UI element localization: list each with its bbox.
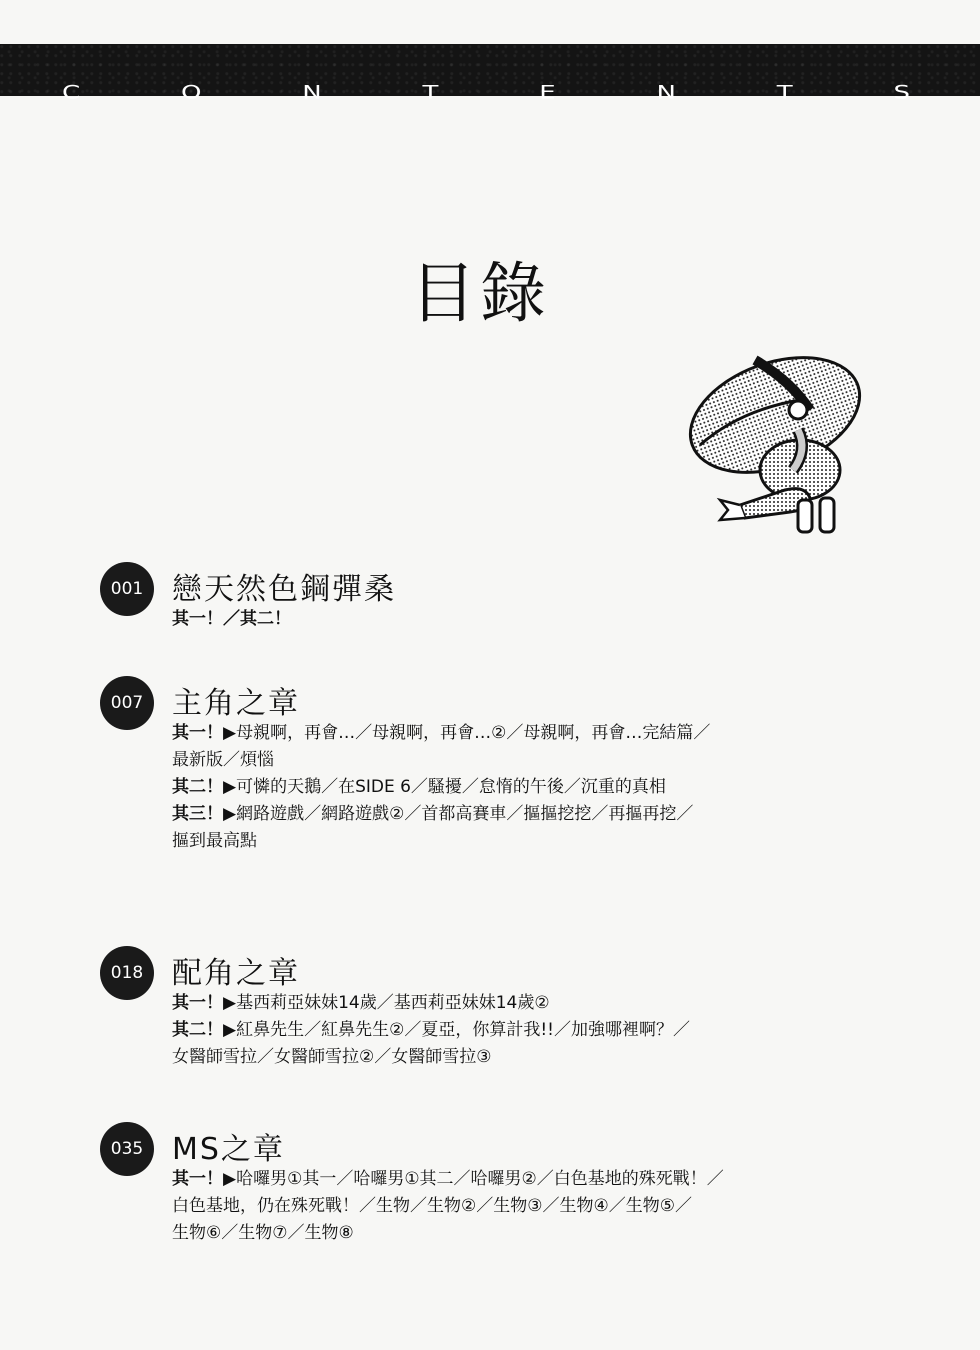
banner-letter: C <box>62 82 81 104</box>
entry-text: 可憐的天鵝／在SIDE 6／騷擾／怠惰的午後／沉重的真相 <box>236 777 666 797</box>
haro-mascot-illustration <box>680 340 880 545</box>
toc-section-007 <box>100 676 920 866</box>
entry-text: 基西莉亞妹妹14歲／基西莉亞妹妹14歲② <box>236 993 550 1013</box>
entry-lead: 其一！▶ <box>172 993 237 1013</box>
page-number-badge: 001 <box>100 562 154 616</box>
contents-banner-letters <box>0 44 980 104</box>
banner-letter: N <box>302 82 322 104</box>
page-title: 目錄 <box>410 255 550 332</box>
section-entries <box>172 606 892 633</box>
page-number-badge: 007 <box>100 676 154 730</box>
entry-line <box>172 1193 892 1220</box>
entry-text: 網路遊戲／網路遊戲②／首都高賽車／摳摳挖挖／再摳再挖／ <box>236 804 694 824</box>
entry-line <box>172 720 892 747</box>
entry-lead: 其一！／其二！ <box>172 609 291 629</box>
entry-line <box>172 1017 892 1044</box>
section-title: 戀天然色鋼彈桑 <box>172 572 396 607</box>
entry-lead: 其二！▶ <box>172 1020 237 1040</box>
entry-lead: 其二！▶ <box>172 777 237 797</box>
entry-line <box>172 774 892 801</box>
entry-line <box>172 1044 892 1071</box>
section-entries <box>172 990 892 1071</box>
toc-section-001 <box>100 562 920 632</box>
entry-text: 生物⑥／生物⑦／生物⑧ <box>172 1223 354 1243</box>
section-entries <box>172 1166 892 1247</box>
entry-line <box>172 828 892 855</box>
entry-text: 哈囉男①其一／哈囉男①其二／哈囉男②／白色基地的殊死戰！／ <box>236 1169 724 1189</box>
section-entries <box>172 720 892 855</box>
banner-letter: N <box>656 82 676 104</box>
entry-text: 紅鼻先生／紅鼻先生②／夏亞，你算計我!!／加強哪裡啊？／ <box>236 1020 690 1040</box>
entry-line <box>172 1220 892 1247</box>
toc-section-018 <box>100 946 920 1076</box>
entry-line <box>172 606 892 633</box>
section-title: MS之章 <box>172 1132 285 1167</box>
entry-line <box>172 747 892 774</box>
entry-lead: 其一！▶ <box>172 1169 237 1189</box>
banner-letter: O <box>180 82 202 104</box>
banner-letter: T <box>422 82 439 104</box>
entry-text: 最新版／煩惱 <box>172 750 274 770</box>
contents-banner <box>0 44 980 104</box>
entry-line <box>172 801 892 828</box>
section-title: 配角之章 <box>172 956 300 991</box>
entry-text: 白色基地，仍在殊死戰！／生物／生物②／生物③／生物④／生物⑤／ <box>172 1196 692 1216</box>
entry-text: 摳到最高點 <box>172 831 257 851</box>
entry-text: 母親啊，再會…／母親啊，再會…②／母親啊，再會…完結篇／ <box>236 723 711 743</box>
banner-letter: T <box>776 82 793 104</box>
section-title: 主角之章 <box>172 686 300 721</box>
entry-lead: 其一！▶ <box>172 723 237 743</box>
toc-section-035 <box>100 1122 920 1252</box>
entry-lead: 其三！▶ <box>172 804 237 824</box>
page-number-badge: 018 <box>100 946 154 1000</box>
banner-letter: E <box>539 82 556 104</box>
entry-line <box>172 990 892 1017</box>
page-number-badge: 035 <box>100 1122 154 1176</box>
entry-line <box>172 1166 892 1193</box>
entry-text: 女醫師雪拉／女醫師雪拉②／女醫師雪拉③ <box>172 1047 492 1067</box>
banner-letter: S <box>893 82 910 104</box>
